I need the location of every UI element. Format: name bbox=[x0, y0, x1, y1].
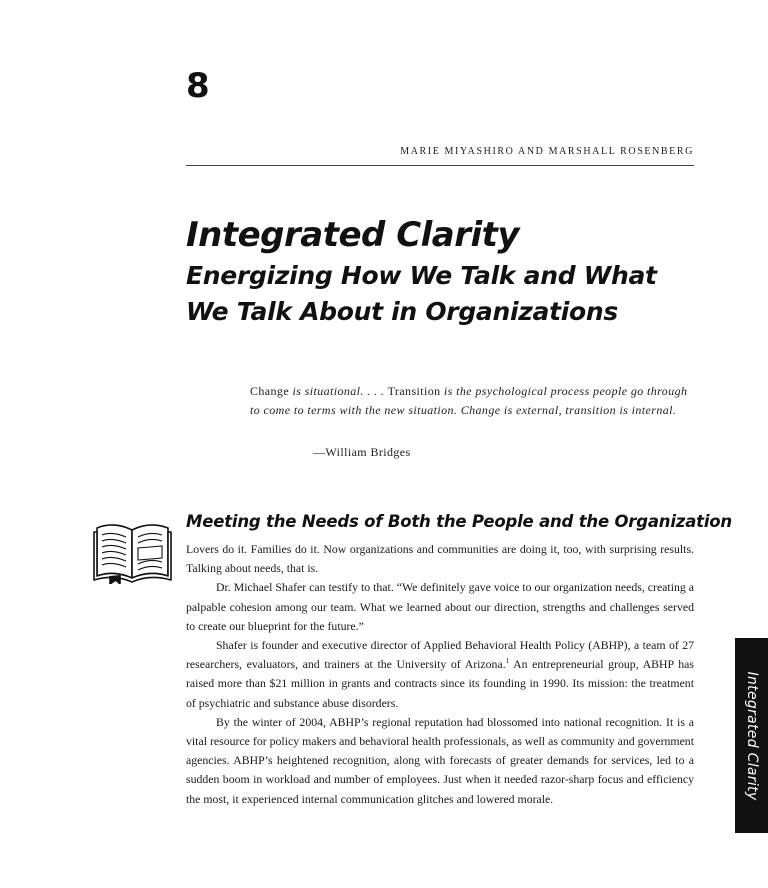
open-book-icon bbox=[92, 518, 174, 584]
footnote-marker[interactable]: 1 bbox=[505, 657, 510, 666]
chapter-authors: MARIE MIYASHIRO AND MARSHALL ROSENBERG bbox=[400, 146, 694, 157]
chapter-subtitle: Energizing How We Talk and What We Talk About in Organizations bbox=[186, 261, 657, 326]
chapter-number: 8 bbox=[186, 66, 210, 106]
epigraph-change-word: Change bbox=[250, 384, 290, 398]
epigraph-quote bbox=[250, 382, 700, 420]
chapter-title: Integrated Clarity bbox=[186, 215, 520, 255]
paragraph-3-part-2: An entrepreneurial group, ABHP has raised more than $21 million in grants and contracts since its founding in 1990. Its mission: the treatment of psychiatric and substance abuse disorders. bbox=[186, 657, 694, 710]
side-tab-label: Integrated Clarity bbox=[743, 671, 760, 800]
epigraph-attribution: —William Bridges bbox=[313, 445, 411, 459]
paragraph-2: Dr. Michael Shafer can testify to that. “We definitely gave voice to our organization needs, creating a palpable cohesion among our team. What we learned about our direction, strengths and challenges served to create our blueprint for the future.” bbox=[186, 580, 694, 633]
epigraph-phrase-1: is situational. . . . bbox=[289, 384, 388, 398]
paragraph-4: By the winter of 2004, ABHP’s regional reputation had blossomed into national recognition. It is a vital resource for policy makers and behavioral health professionals, as well as community and government agencies. ABHP’s heightened recognition, along with forecasts of greater demands for services, led to a sudden boom in workload and number of employees. Just when it needed razor-sharp focus and efficiency the most, it experienced internal communication glitches and lowered morale. bbox=[186, 714, 694, 806]
paragraph-3 bbox=[186, 636, 694, 713]
paragraph-3-part-1: Shafer is founder and executive director of Applied Behavioral Health Policy (ABHP), a team of 27 researchers, evaluators, and trainers at the University of Arizona. bbox=[186, 638, 694, 672]
paragraph-1: Lovers do it. Families do it. Now organizations and communities are doing it, too, with surprising results. Talking about needs, that is. bbox=[186, 542, 694, 576]
chapter-side-tab bbox=[735, 638, 768, 833]
header-rule bbox=[186, 165, 694, 166]
section-heading: Meeting the Needs of Both the People and the Organization bbox=[186, 512, 732, 531]
epigraph-phrase-2: is the psychological process people go through to come to terms with the new situation. Change is external, transition is internal. bbox=[250, 384, 688, 417]
body-text bbox=[186, 540, 694, 809]
epigraph-transition-word: Transition bbox=[387, 384, 441, 398]
